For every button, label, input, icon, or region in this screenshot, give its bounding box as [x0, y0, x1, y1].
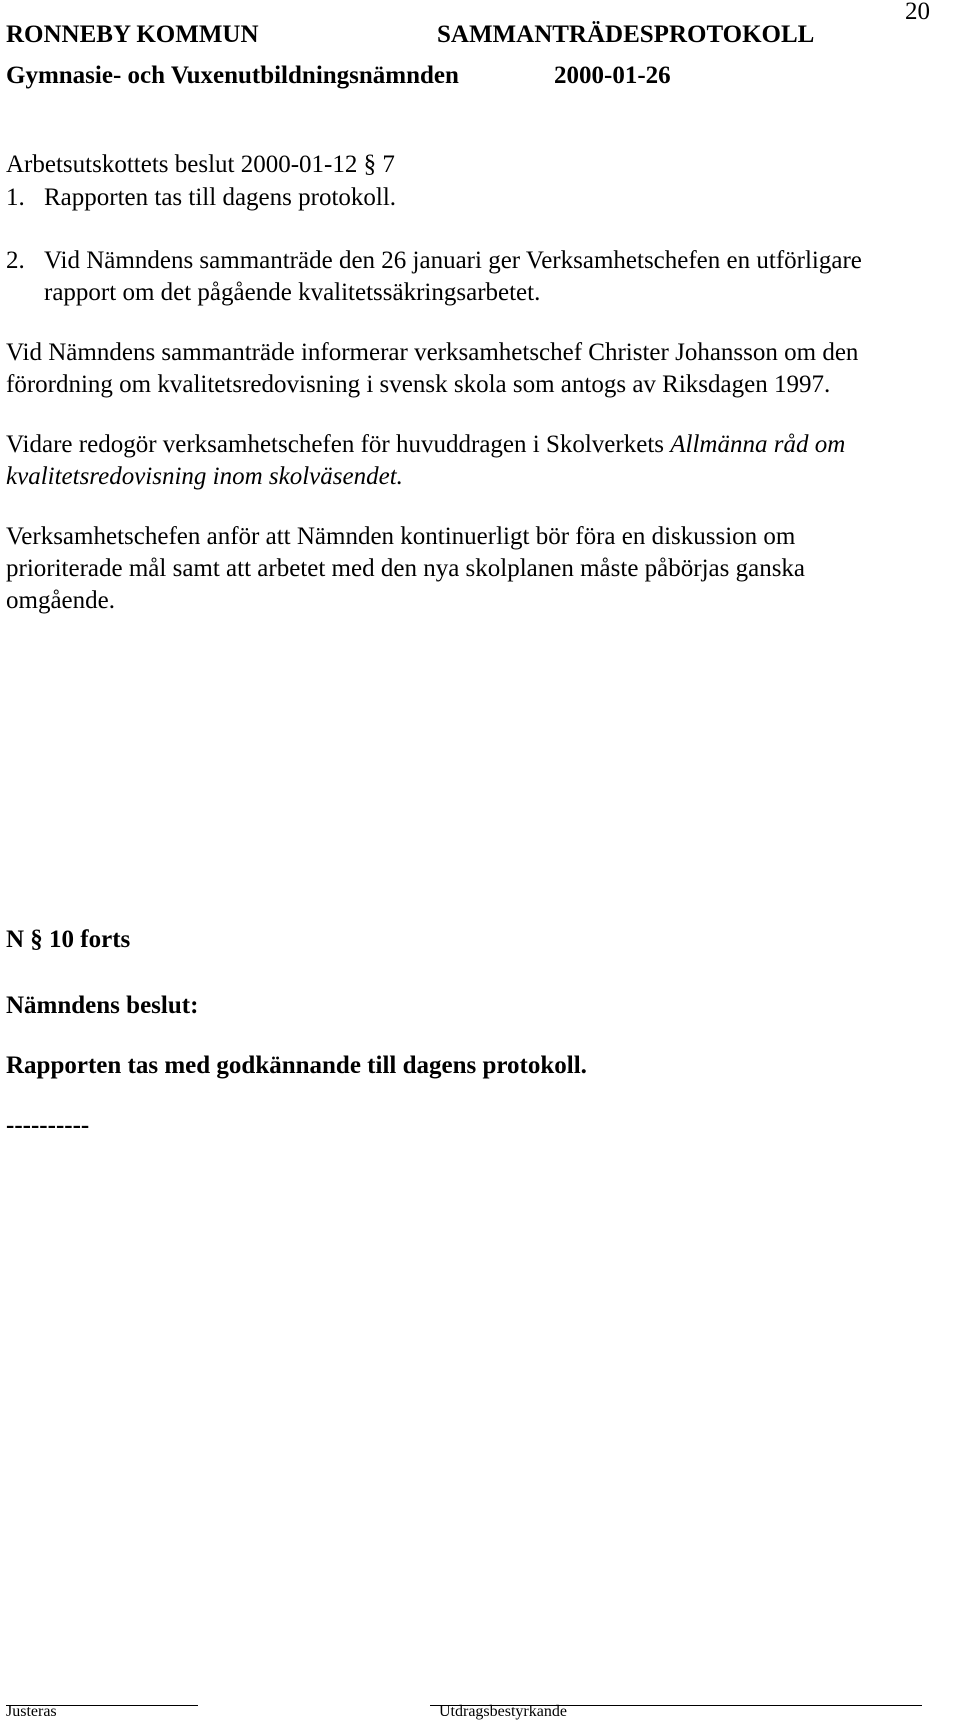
page-number: 20	[905, 0, 930, 25]
paragraph-line: Verksamhetschefen anför att Nämnden kontinuerligt bör föra en diskussion om	[6, 523, 796, 550]
list-item-number: 2.	[6, 247, 25, 274]
au-decision-line: Arbetsutskottets beslut 2000-01-12 § 7	[6, 151, 395, 178]
document-title-italic-cont: kvalitetsredovisning inom skolväsendet.	[6, 463, 403, 490]
paragraph-line	[6, 429, 845, 461]
decision-text: Rapporten tas med godkännande till dagens protokoll.	[6, 1052, 587, 1079]
list-item-text: Rapporten tas till dagens protokoll.	[44, 184, 397, 211]
list-item-text: Vid Nämndens sammanträde den 26 januari ger Verksamhetschefen en utförligare	[44, 247, 862, 274]
decision-heading: Nämndens beslut:	[6, 992, 199, 1019]
footer-justeras: Justeras	[6, 1703, 57, 1720]
organization-name: RONNEBY KOMMUN	[6, 21, 259, 48]
list-item-text-cont: rapport om det pågående kvalitetssäkringsarbetet.	[44, 279, 541, 306]
separator: ----------	[6, 1112, 90, 1139]
document-title-italic: Allmänna råd om	[670, 431, 846, 458]
paragraph-line: förordning om kvalitetsredovisning i svensk skola som antogs av Riksdagen 1997.	[6, 371, 831, 398]
paragraph-line: prioriterade mål samt att arbetet med den nya skolplanen måste påbörjas ganska	[6, 555, 806, 582]
paragraph-line: Vid Nämndens sammanträde informerar verksamhetschef Christer Johansson om den	[6, 339, 859, 366]
meeting-date: 2000-01-26	[554, 62, 671, 89]
committee-name: Gymnasie- och Vuxenutbildningsnämnden	[6, 62, 459, 89]
footer-utdragsbestyrkande: Utdragsbestyrkande	[439, 1703, 567, 1720]
paragraph-line: omgående.	[6, 587, 115, 614]
section-reference: N § 10 forts	[6, 926, 131, 953]
paragraph-text: Vidare redogör verksamhetschefen för huvuddragen i Skolverkets	[6, 431, 671, 458]
document-type: SAMMANTRÄDESPROTOKOLL	[437, 21, 815, 48]
list-item-number: 1.	[6, 184, 25, 211]
